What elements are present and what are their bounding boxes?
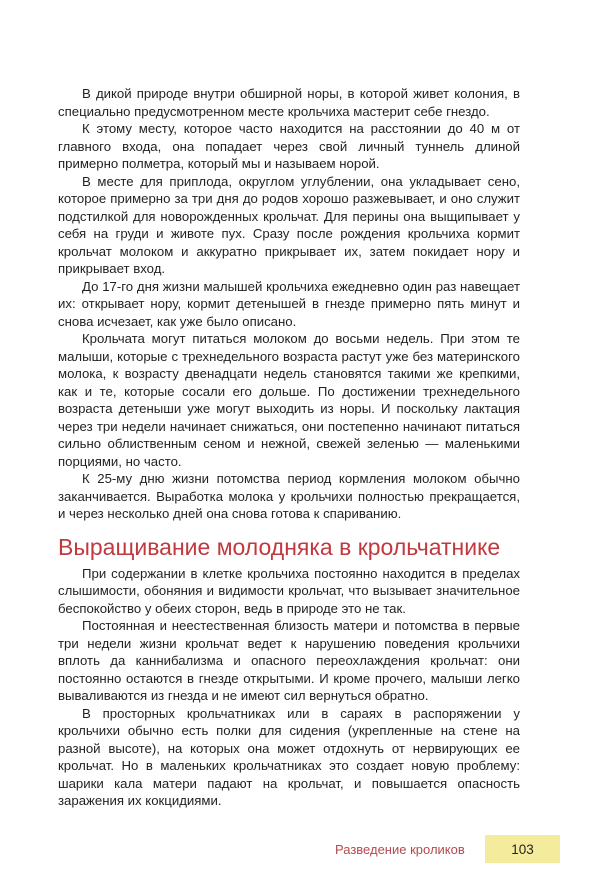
paragraph: Постоянная и неестественная близость матери и потомства в первые три недели жизни крольчат ведет к нарушению поведения крольчихи вплоть да каннибализма и опасного переохлаждения крольчат: они постоянно остаются в гнезде открытыми. И кроме прочего, малыши легко вываливаются из гнезда и не имеют сил вернуться обратно. — [58, 618, 520, 703]
paragraph: К этому месту, которое часто находится на расстоянии до 40 м от главного входа, она попадает через свой личный туннель длиной примерно полметра, который мы и называем норой. — [58, 121, 520, 171]
paragraph: При содержании в клетке крольчиха постоянно находится в пределах слышимости, обоняния и видимости крольчат, что вызывает значительное беспокойство у обеих сторон, ведь в природе это не так. — [58, 565, 520, 616]
paragraph: В просторных крольчатниках или в сараях в распоряжении у крольчихи обычно есть полки для сидения (укрепленные на стене на разной высоте), на которых она может отдохнуть от нервирующих ее крольчат. Но в маленьких крольчатниках это создает новую проблему: шарики кала матери падают на крольчат, и повышается опасность заражения их кокцидиями. — [58, 705, 520, 808]
paragraph: В месте для приплода, округлом углублении, она укладывает сено, которое примерно за три дня до родов хорошо разжевывает, и оно служит подстилкой для новорожденных крольчат. Для перины она выщипывает у себя на груди и животе пух. Сразу после рождения крольчиха кормит крольчат молоком и аккуратно прикрывает их, затем покидает нору и прикрывает вход. — [58, 173, 520, 276]
body-text — [58, 85, 520, 810]
paragraph: Крольчата могут питаться молоком до восьми недель. При этом те малыши, которые с трехнедельного возраста растут уже без материнского молока, к возрасту двенадцати недель становятся такими же крепкими, как и те, которые сосали его дольше. По достижении трехнедельного возраста детеныши уже могут выходить из норы. И поскольку лактация через три недели начинает снижаться, они постепенно начинают питаться сильно облиственным сеном и нежной, свежей зеленью — маленькими порциями, но часто. — [58, 331, 520, 469]
running-footer-title: Разведение кроликов — [335, 842, 465, 857]
page-number: 103 — [511, 841, 534, 857]
paragraph: К 25-му дню жизни потомства период кормления молоком обычно заканчивается. Выработка молока у крольчихи полностью прекращается, и через несколько дней она снова готова к спариванию. — [58, 471, 520, 521]
paragraph: До 17-го дня жизни малышей крольчиха ежедневно один раз навещает их: открывает нору, кормит детенышей в гнезде примерно пять минут и снова исчезает, как уже было описано. — [58, 278, 520, 329]
paragraph: В дикой природе внутри обширной норы, в которой живет колония, в специально предусмотренном месте крольчиха мастерит себе гнездо. — [58, 86, 520, 119]
page-number-box — [485, 835, 560, 863]
section-heading: Выращивание молодняка в крольчатнике — [58, 533, 501, 560]
